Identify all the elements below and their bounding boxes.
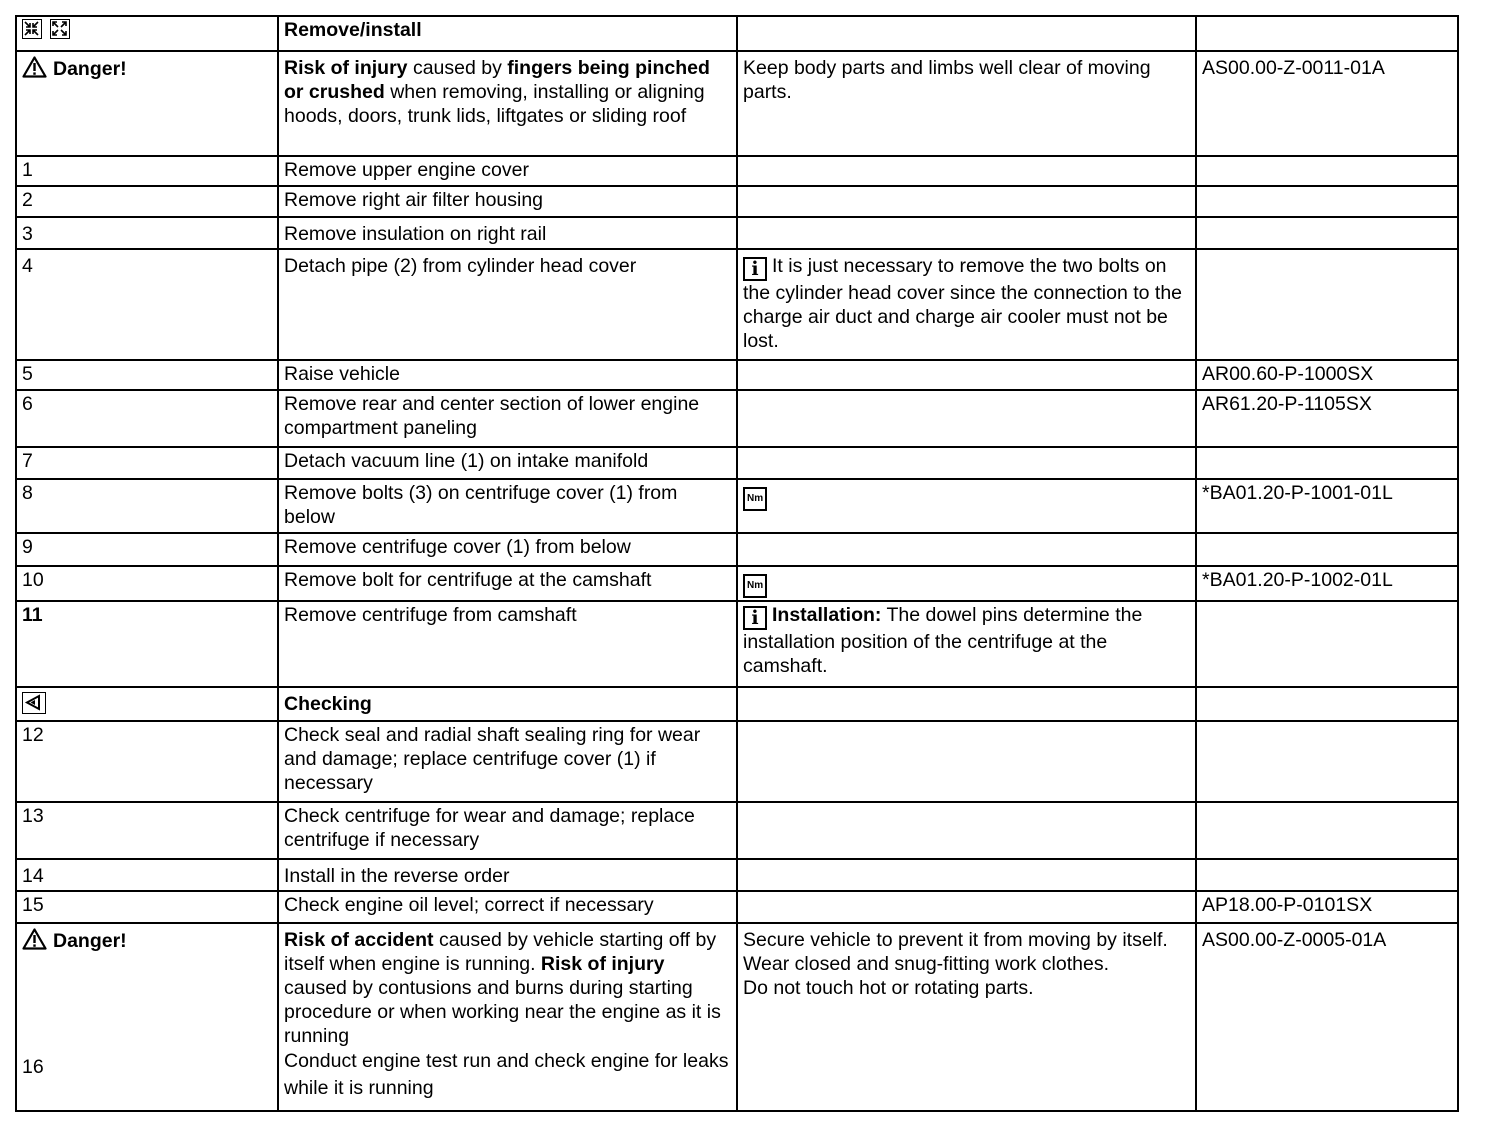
step-reference[interactable]: AP18.00-P-0101SX [1196,891,1458,923]
remove-icon [22,19,42,39]
section-title: Remove/install [278,16,737,51]
step-text: Detach vacuum line (1) on intake manifold [278,447,737,479]
danger-description: Risk of injury caused by fingers being pinched or crushed when removing, installing or aligning hoods, doors, trunk lids, liftgates or sliding roof [278,51,737,156]
danger-description: Risk of accident caused by vehicle starting off by itself when engine is running. Risk of injury caused by contusions and burns during starting procedure or when working near the engine as it is running Conduct engine test run and check engine for leaks while it is running [278,923,737,1111]
step-row [16,249,1458,360]
step-number: 5 [16,360,278,390]
step-text: Check engine oil level; correct if necessary [278,891,737,923]
warning-triangle-icon [22,928,47,956]
step-row [16,802,1458,859]
info-icon: i [743,257,767,281]
danger-reference: AS00.00-Z-0011-01A [1196,51,1458,156]
install-icon [50,19,70,39]
step-row [16,217,1458,249]
step-number: 12 [16,721,278,802]
danger-label-cell [16,51,278,156]
step-row [16,891,1458,923]
step-text: Install in the reverse order [278,859,737,891]
step-number: 15 [16,891,278,923]
step-text: Remove bolt for centrifuge at the camshaft [278,566,737,601]
step-number: 10 [16,566,278,601]
step-reference[interactable]: AR00.60-P-1000SX [1196,360,1458,390]
danger-label: Danger! [53,58,127,80]
checking-header-row [16,687,1458,721]
step-text: Check seal and radial shaft sealing ring for wear and damage; replace centrifuge cover (1) if necessary [278,721,737,802]
warning-triangle-icon [22,56,47,84]
step-number: 2 [16,186,278,217]
step-text: Conduct engine test run and check engine for leaks while it is running [284,1050,729,1099]
step-row [16,601,1458,687]
step-row [16,566,1458,601]
step-text: Check centrifuge for wear and damage; replace centrifuge if necessary [278,802,737,859]
torque-icon: Nm [743,574,767,598]
step-text: Raise vehicle [278,360,737,390]
step-text: Remove right air filter housing [278,186,737,217]
step-row [16,859,1458,891]
step-number: 1 [16,156,278,186]
step-row [16,721,1458,802]
step-row [16,156,1458,186]
step-note: i Installation: The dowel pins determine the installation position of the centrifuge at the camshaft. [737,601,1196,687]
step-text: Remove insulation on right rail [278,217,737,249]
step-number: 13 [16,802,278,859]
step-text: Remove centrifuge cover (1) from below [278,533,737,566]
step-row [16,390,1458,447]
danger-measure: Keep body parts and limbs well clear of moving parts. [737,51,1196,156]
step-number: 4 [16,249,278,360]
step-text: Remove rear and center section of lower engine compartment paneling [278,390,737,447]
step-number: 14 [16,859,278,891]
step-number: 9 [16,533,278,566]
step-note: i It is just necessary to remove the two bolts on the cylinder head cover since the connection to the charge air duct and charge air cooler must not be lost. [737,249,1196,360]
remove-install-icons [16,16,278,51]
danger-reference[interactable]: AS00.00-Z-0005-01A [1196,923,1458,1111]
torque-icon: Nm [743,487,767,511]
step-row [16,186,1458,217]
step-number: 3 [16,217,278,249]
step-reference[interactable]: *BA01.20-P-1002-01L [1196,566,1458,601]
step-number: 11 [16,601,278,687]
step-text: Detach pipe (2) from cylinder head cover [278,249,737,360]
step-row [16,447,1458,479]
danger-measure: Secure vehicle to prevent it from moving by itself. Wear closed and snug-fitting work clothes. Do not touch hot or rotating parts. [737,923,1196,1111]
checking-icon [22,692,46,714]
danger-row [16,51,1458,156]
step-number: 8 [16,479,278,533]
step-row [16,479,1458,533]
step-row [16,360,1458,390]
danger-label-cell [16,923,278,1111]
procedure-table [15,15,1459,1112]
step-row [16,533,1458,566]
info-icon: i [743,606,767,630]
step-number: 7 [16,447,278,479]
section-header-row [16,16,1458,51]
step-number: 16 [22,1056,44,1078]
danger-row [16,923,1458,1111]
step-text: Remove upper engine cover [278,156,737,186]
step-text: Remove centrifuge from camshaft [278,601,737,687]
step-number: 6 [16,390,278,447]
checking-title: Checking [278,687,737,721]
step-text: Remove bolts (3) on centrifuge cover (1) from below [278,479,737,533]
danger-label: Danger! [53,930,127,952]
step-reference[interactable]: *BA01.20-P-1001-01L [1196,479,1458,533]
step-reference[interactable]: AR61.20-P-1105SX [1196,390,1458,447]
